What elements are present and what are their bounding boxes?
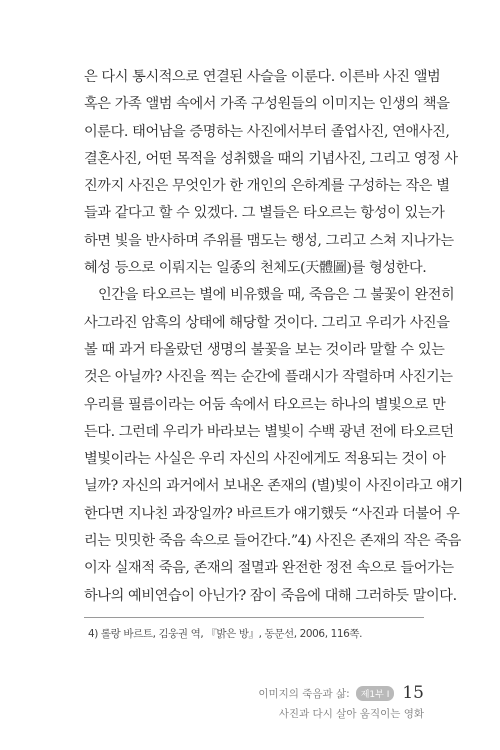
text-line: 결혼사진, 어떤 목적을 성취했을 때의 기념사진, 그리고 영정 사 xyxy=(84,150,458,167)
running-footer xyxy=(258,683,424,721)
page-number: 15 xyxy=(402,683,424,703)
footer-title: 이미지의 죽음과 삶: xyxy=(258,687,350,700)
text-line: 혹은 가족 앨범 속에서 가족 구성원들의 이미지는 인생의 책을 xyxy=(84,96,450,113)
part-badge: 제1부 I xyxy=(356,686,395,701)
footer-subtitle: 사진과 다시 살아 움직이는 영화 xyxy=(278,708,424,720)
text-line: 리는 밋밋한 죽음 속으로 들어간다.”4) 사진은 존재의 작은 죽음 xyxy=(84,533,461,550)
text-line: 닐까? 자신의 과거에서 보내온 존재의 (별)빛이 사진이라고 얘기 xyxy=(84,478,463,495)
text-line: 하면 빛을 반사하며 주위를 맴도는 행성, 그리고 스쳐 지나가는 xyxy=(84,232,454,249)
text-line: 볼 때 과거 타올랐던 생명의 불꽃을 보는 것이라 말할 수 있는 xyxy=(84,341,445,358)
text-line: 것은 아닐까? 사진을 찍는 순간에 플래시가 작렬하며 사진기는 xyxy=(84,369,453,386)
text-line: 하나의 예비연습이 아닌가? 잠이 죽음에 대해 그러하듯 말이다. xyxy=(84,587,457,604)
text-line: 은 다시 통시적으로 연결된 사슬을 이룬다. 이른바 사진 앨범 xyxy=(84,69,441,85)
text-line: 이자 실재적 죽음, 존재의 절멸과 완전한 정전 속으로 들어가는 xyxy=(84,560,454,577)
text-line: 인간을 타오르는 별에 비유했을 때, 죽음은 그 불꽃이 완전히 xyxy=(98,287,455,304)
text-line: 이룬다. 태어남을 증명하는 사진에서부터 졸업사진, 연애사진, xyxy=(84,123,450,140)
text-line: 진까지 사진은 무엇인가 한 개인의 은하계를 구성하는 작은 별 xyxy=(84,178,450,195)
text-line: 사그라진 암흑의 상태에 해당할 것이다. 그리고 우리가 사진을 xyxy=(84,314,450,331)
text-line: 들과 같다고 할 수 있겠다. 그 별들은 타오르는 항성이 있는가 xyxy=(84,205,445,222)
text-line: 든다. 그런데 우리가 바라보는 별빛이 수백 광년 전에 타오르던 xyxy=(84,423,454,440)
text-line: 우리를 필름이라는 어둠 속에서 타오르는 하나의 별빛으로 만 xyxy=(84,396,446,413)
footnote: 4) 롤랑 바르트, 김웅권 역, 『밝은 방』, 동문선, 2006, 116쪽. xyxy=(88,628,363,640)
text-line: 혜성 등으로 이뤄지는 일종의 천체도(天體圖)를 형성한다. xyxy=(84,260,427,277)
text-line: 별빛이라는 사실은 우리 자신의 사진에게도 적용되는 것이 아 xyxy=(84,451,446,468)
text-line: 한다면 지나친 과장일까? 바르트가 얘기했듯 “사진과 더불어 우 xyxy=(84,505,460,522)
body-text xyxy=(84,64,463,610)
footnote-divider xyxy=(84,617,424,618)
